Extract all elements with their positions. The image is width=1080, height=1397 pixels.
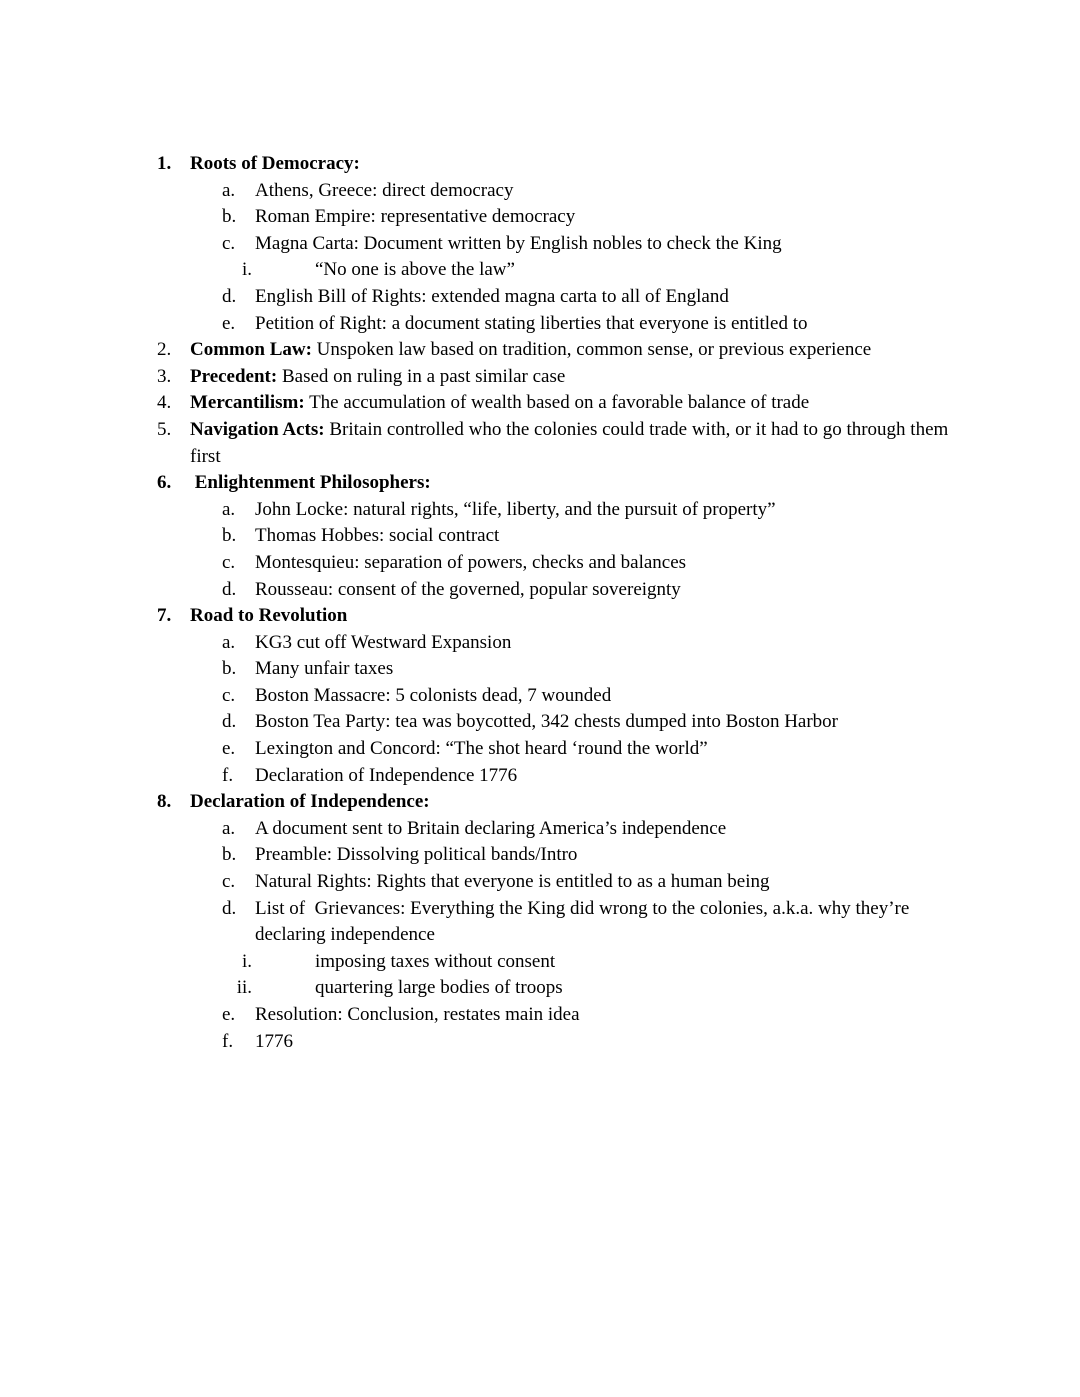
list-marker: e.	[222, 312, 236, 334]
list-item-text: Boston Massacre: 5 colonists dead, 7 wounded	[255, 684, 612, 706]
list-marker: a.	[222, 631, 236, 653]
list-item	[217, 975, 965, 1002]
term-label: Mercantilism:	[190, 392, 305, 414]
list-item-text: Magna Carta: Document written by English nobles to check the King	[255, 232, 782, 254]
list-item-text	[190, 364, 965, 391]
list-marker: c.	[222, 232, 236, 254]
list-marker: i.	[241, 259, 252, 281]
list-item-text	[190, 789, 965, 816]
term-definition: Britain controlled who the colonies could trade with, or it had to go through them first	[190, 418, 954, 467]
list-marker: f.	[222, 1030, 234, 1052]
list-marker: f.	[222, 764, 234, 786]
list-item	[222, 763, 965, 790]
list-item-text	[190, 151, 965, 178]
list-marker: e.	[222, 738, 236, 760]
list-item	[222, 683, 965, 710]
term-label: Roots of Democracy:	[190, 153, 360, 174]
list-item-text: A document sent to Britain declaring America’s independence	[255, 817, 727, 839]
list-item-text: Petition of Right: a document stating liberties that everyone is entitled to	[255, 312, 808, 334]
list-item-text: Boston Tea Party: tea was boycotted, 342 chests dumped into Boston Harbor	[255, 711, 839, 733]
list-item	[222, 816, 965, 843]
list-item	[222, 656, 965, 683]
list-item	[222, 497, 965, 524]
list-marker: d.	[222, 897, 237, 919]
list-marker: 6.	[157, 472, 172, 494]
term-label: Navigation Acts:	[190, 418, 325, 440]
list-item-text	[190, 337, 965, 364]
outline	[157, 151, 965, 1055]
list-marker: ii.	[236, 977, 252, 999]
list-item-text: John Locke: natural rights, “life, liberty, and the pursuit of property”	[255, 498, 776, 520]
list-item	[157, 151, 965, 178]
term-label: Common Law:	[190, 339, 312, 361]
list-item-text: KG3 cut off Westward Expansion	[255, 631, 512, 653]
term-label: Precedent:	[190, 365, 278, 387]
list-item-text	[190, 417, 965, 470]
list-item	[157, 789, 965, 816]
list-item-text: Thomas Hobbes: social contract	[255, 525, 500, 547]
list-item	[217, 257, 965, 284]
list-item	[222, 1002, 965, 1029]
term-definition: Based on ruling in a past similar case	[277, 365, 566, 387]
list-item	[222, 284, 965, 311]
list-item	[222, 178, 965, 205]
list-item	[222, 204, 965, 231]
term-label: Declaration of Independence:	[190, 791, 430, 813]
list-item-text: Athens, Greece: direct democracy	[255, 179, 514, 201]
list-item	[222, 231, 965, 258]
list-marker: 1.	[157, 153, 172, 174]
list-marker: 7.	[157, 605, 172, 627]
list-marker: d.	[222, 711, 237, 733]
list-item	[157, 337, 965, 364]
list-marker: 4.	[157, 392, 172, 414]
list-marker: a.	[222, 498, 236, 520]
list-item	[222, 896, 965, 949]
list-marker: 8.	[157, 791, 172, 813]
list-item	[157, 603, 965, 630]
list-item	[222, 630, 965, 657]
list-item-text: Montesquieu: separation of powers, checks and balances	[255, 551, 687, 573]
list-item	[157, 390, 965, 417]
list-marker: b.	[222, 206, 237, 228]
list-item-text: Preamble: Dissolving political bands/Intro	[255, 844, 578, 866]
list-item	[157, 470, 965, 497]
list-item-text: Natural Rights: Rights that everyone is entitled to as a human being	[255, 871, 770, 893]
list-marker: c.	[222, 684, 236, 706]
list-item	[222, 523, 965, 550]
list-marker: a.	[222, 179, 236, 201]
list-item	[217, 949, 965, 976]
list-marker: 5.	[157, 418, 172, 440]
list-item-text: Lexington and Concord: “The shot heard ‘round the world”	[255, 738, 708, 760]
list-marker: b.	[222, 844, 237, 866]
list-item-text	[190, 470, 965, 497]
list-item	[157, 417, 965, 470]
list-item	[222, 550, 965, 577]
list-item-text: Roman Empire: representative democracy	[255, 206, 576, 228]
list-item	[222, 869, 965, 896]
term-definition: Unspoken law based on tradition, common sense, or previous experience	[311, 339, 872, 361]
list-marker: c.	[222, 871, 236, 893]
list-marker: d.	[222, 578, 237, 600]
list-item-text: 1776	[255, 1030, 293, 1052]
list-marker: a.	[222, 817, 236, 839]
list-item	[222, 709, 965, 736]
list-marker: 3.	[157, 365, 172, 387]
list-item-text	[190, 390, 965, 417]
term-label: Road to Revolution	[190, 605, 348, 627]
list-item-text: imposing taxes without consent	[315, 950, 556, 972]
list-item-text: “No one is above the law”	[315, 259, 515, 281]
list-item-text: Declaration of Independence 1776	[255, 764, 518, 786]
list-marker: d.	[222, 285, 237, 307]
list-item-text: Many unfair taxes	[255, 658, 394, 680]
list-item	[222, 842, 965, 869]
list-item	[222, 311, 965, 338]
list-item-text	[190, 603, 965, 630]
list-item-text: Resolution: Conclusion, restates main idea	[255, 1004, 580, 1025]
list-item-text: quartering large bodies of troops	[315, 977, 563, 999]
list-marker: c.	[222, 551, 236, 573]
list-item-text: List of Grievances: Everything the King did wrong to the colonies, a.k.a. why they’re declaring independence	[255, 897, 915, 946]
list-marker: 2.	[157, 339, 172, 361]
list-item	[222, 577, 965, 604]
list-item	[157, 364, 965, 391]
term-definition: The accumulation of wealth based on a favorable balance of trade	[304, 392, 810, 414]
list-item-text: English Bill of Rights: extended magna carta to all of England	[255, 285, 729, 307]
list-item-text: Rousseau: consent of the governed, popular sovereignty	[255, 578, 681, 600]
list-marker: e.	[222, 1004, 236, 1025]
list-marker: b.	[222, 658, 237, 680]
list-item	[222, 736, 965, 763]
list-marker: b.	[222, 525, 237, 547]
list-item	[222, 1029, 965, 1056]
term-label: Enlightenment Philosophers:	[190, 472, 431, 494]
list-marker: i.	[241, 950, 252, 972]
